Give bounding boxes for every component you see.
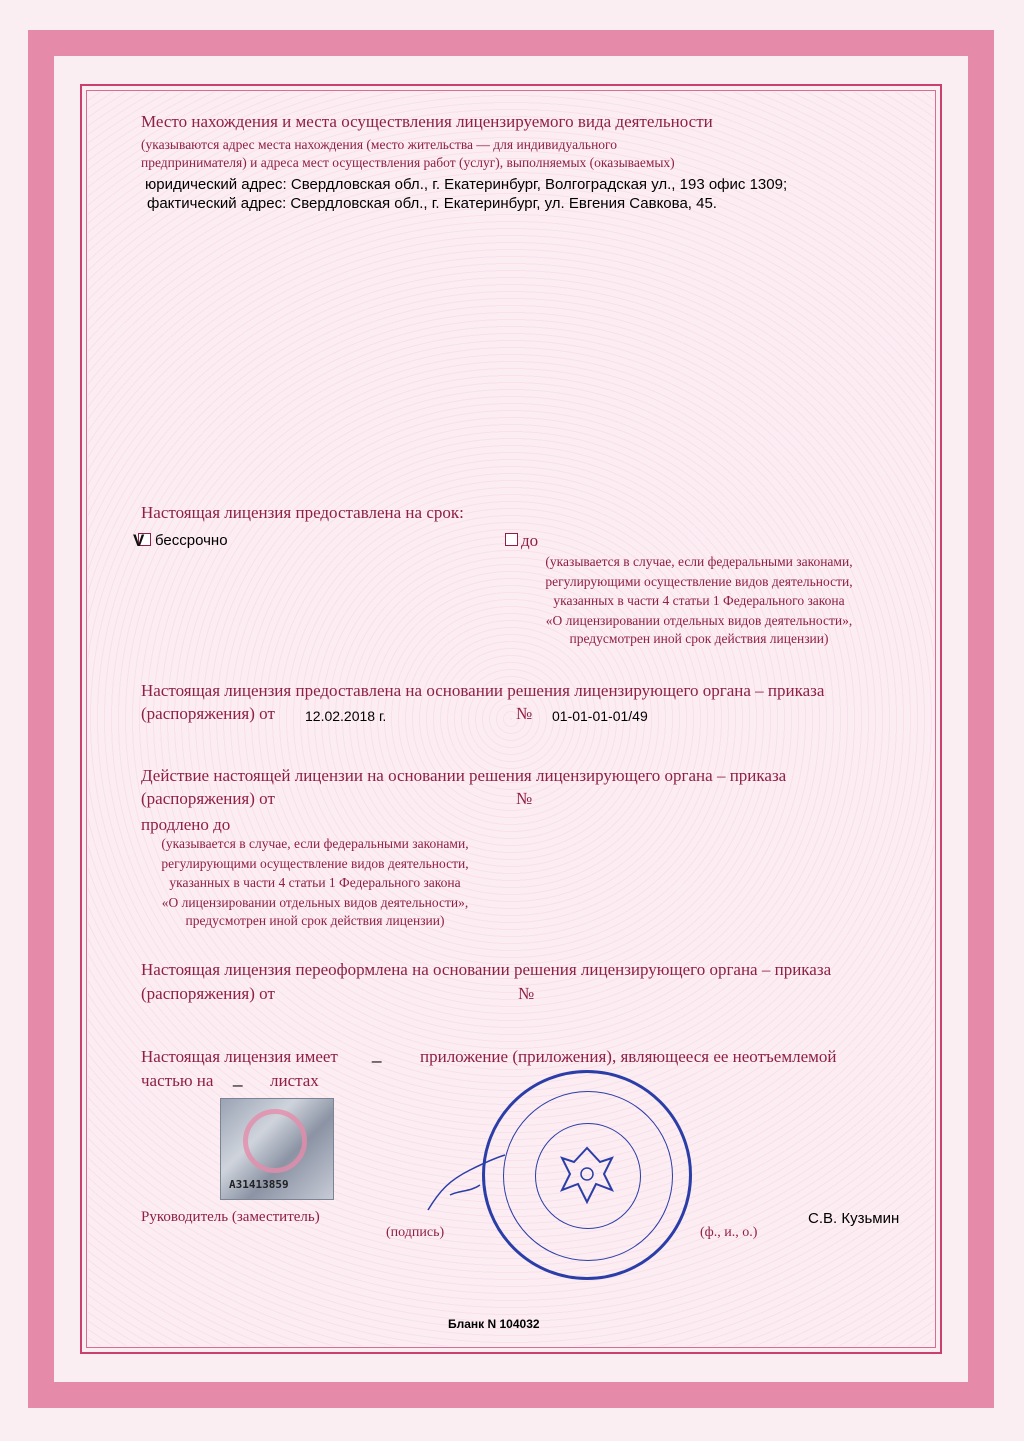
hologram-sticker [220, 1098, 334, 1200]
extension-note-4: «О лицензировании отдельных видов деятельности», [161, 895, 469, 910]
until-note-4: «О лицензировании отдельных видов деятельности», [545, 613, 853, 628]
location-heading: Место нахождения и места осуществления лицензируемого вида деятельности [141, 112, 713, 131]
reissue-number-sign: № [518, 984, 535, 1003]
extension-number-sign: № [516, 789, 533, 808]
signature-label: (подпись) [386, 1225, 445, 1240]
appendix-sheets: _ [233, 1068, 243, 1087]
extended-until: продлено до [141, 815, 231, 834]
option-indefinite: бессрочно [155, 532, 228, 549]
until-note-5: предусмотрен иной срок действия лицензии) [569, 631, 829, 646]
signer-name: С.В. Кузьмин [808, 1210, 900, 1227]
appendix-count: _ [372, 1044, 382, 1063]
appendix-line2-b: листах [270, 1071, 319, 1090]
appendix-line1-b: приложение (приложения), являющееся ее неотъемлемой [420, 1047, 837, 1066]
eagle-emblem-icon [482, 1070, 692, 1280]
until-note-3: указанных в части 4 статьи 1 Федерального закона [553, 593, 845, 608]
until-note-1: (указывается в случае, если федеральными законами, [545, 554, 853, 569]
extension-note-1: (указывается в случае, если федеральными законами, [161, 836, 469, 851]
name-label: (ф., и., о.) [700, 1225, 758, 1240]
basis-line2: (распоряжения) от [141, 704, 275, 723]
extension-line2: (распоряжения) от [141, 789, 275, 808]
basis-date: 12.02.2018 г. [305, 708, 387, 724]
signature-scribble [420, 1150, 510, 1220]
actual-address: фактический адрес: Свердловская обл., г. Екатеринбург, ул. Евгения Савкова, 45. [147, 195, 717, 212]
extension-note-3: указанных в части 4 статьи 1 Федерального закона [169, 875, 461, 890]
basis-line1: Настоящая лицензия предоставлена на основании решения лицензирующего органа – приказа [141, 681, 825, 700]
extension-note-2: регулирующими осуществление видов деятельности, [161, 856, 469, 871]
hologram-serial: A31413859 [229, 1178, 289, 1191]
hologram-emblem-icon [243, 1109, 307, 1173]
blank-number: Бланк N 104032 [448, 1317, 540, 1331]
extension-line1: Действие настоящей лицензии на основании решения лицензирующего органа – приказа [141, 766, 787, 785]
extension-note-5: предусмотрен иной срок действия лицензии) [185, 913, 445, 928]
until-note-2: регулирующими осуществление видов деятельности, [545, 574, 853, 589]
head-label: Руководитель (заместитель) [141, 1209, 320, 1225]
appendix-line2-a: частью на [141, 1071, 214, 1090]
check-mark-icon: V [133, 531, 145, 550]
basis-number-sign: № [516, 704, 533, 723]
official-seal-icon [482, 1070, 692, 1280]
appendix-line1-a: Настоящая лицензия имеет [141, 1047, 338, 1066]
legal-address: юридический адрес: Свердловская обл., г. Екатеринбург, Волгоградская ул., 193 офис 1309; [145, 176, 788, 193]
option-until: до [521, 531, 539, 550]
reissue-line2: (распоряжения) от [141, 984, 275, 1003]
location-note-line2: предпринимателя) и адреса мест осуществления работ (услуг), выполняемых (оказываемых) [141, 155, 675, 170]
basis-number: 01-01-01-01/49 [552, 708, 648, 724]
until-checkbox [505, 533, 518, 546]
location-note-line1: (указываются адрес места нахождения (место жительства — для индивидуального [141, 137, 617, 152]
term-heading: Настоящая лицензия предоставлена на срок: [141, 503, 464, 522]
reissue-line1: Настоящая лицензия переоформлена на основании решения лицензирующего органа – приказа [141, 960, 832, 979]
